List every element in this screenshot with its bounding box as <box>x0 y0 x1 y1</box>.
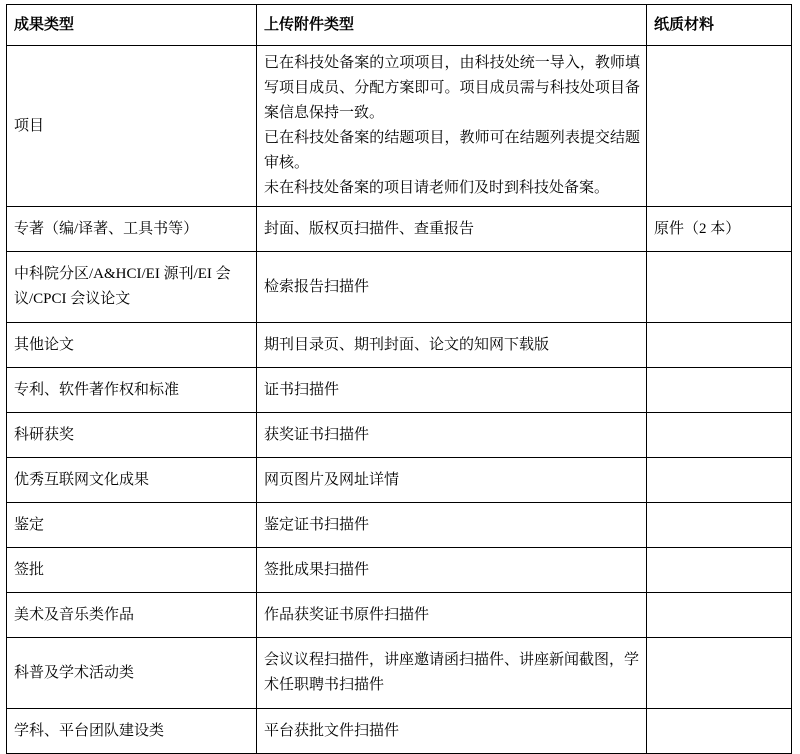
cell-paragraph: 已在科技处备案的立项项目，由科技处统一导入，教师填写项目成员、分配方案即可。项目成员需与科技处项目备案信息保持一致。 <box>264 55 640 121</box>
table-row <box>7 548 792 593</box>
cell-type: 科研获奖 <box>7 413 257 458</box>
cell-paper <box>647 458 792 503</box>
column-header-paper: 纸质材料 <box>647 5 792 46</box>
table-row <box>7 413 792 458</box>
cell-type: 签批 <box>7 548 257 593</box>
cell-paper <box>647 709 792 754</box>
cell-attachment: 检索报告扫描件 <box>257 252 647 323</box>
table-header <box>7 5 792 46</box>
table-row <box>7 458 792 503</box>
table-header-row <box>7 5 792 46</box>
cell-paragraph: 未在科技处备案的项目请老师们及时到科技处备案。 <box>264 180 610 196</box>
cell-type: 中科院分区/A&HCI/EI 源刊/EI 会议/CPCI 会议论文 <box>7 252 257 323</box>
table-row <box>7 593 792 638</box>
cell-paragraph: 已在科技处备案的结题项目，教师可在结题列表提交结题审核。 <box>264 130 640 171</box>
table-row <box>7 252 792 323</box>
cell-attachment: 封面、版权页扫描件、查重报告 <box>257 207 647 252</box>
cell-type: 美术及音乐类作品 <box>7 593 257 638</box>
cell-type: 其他论文 <box>7 323 257 368</box>
cell-type: 学科、平台团队建设类 <box>7 709 257 754</box>
table-row <box>7 46 792 207</box>
cell-paper <box>647 503 792 548</box>
cell-paper <box>647 368 792 413</box>
cell-attachment: 会议议程扫描件，讲座邀请函扫描件、讲座新闻截图，学术任职聘书扫描件 <box>257 638 647 709</box>
cell-type: 项目 <box>7 46 257 207</box>
cell-paper <box>647 638 792 709</box>
cell-paper <box>647 413 792 458</box>
cell-attachment: 获奖证书扫描件 <box>257 413 647 458</box>
column-header-attachment: 上传附件类型 <box>257 5 647 46</box>
table-body <box>7 46 792 754</box>
cell-paper <box>647 323 792 368</box>
cell-attachment: 鉴定证书扫描件 <box>257 503 647 548</box>
cell-paper <box>647 593 792 638</box>
achievement-attachment-table <box>6 4 792 754</box>
cell-type: 优秀互联网文化成果 <box>7 458 257 503</box>
cell-attachment <box>257 46 647 207</box>
cell-paper <box>647 46 792 207</box>
table-row <box>7 207 792 252</box>
cell-attachment: 网页图片及网址详情 <box>257 458 647 503</box>
cell-paper: 原件（2 本） <box>647 207 792 252</box>
table-row <box>7 638 792 709</box>
cell-attachment: 签批成果扫描件 <box>257 548 647 593</box>
cell-type: 专著（编/译著、工具书等） <box>7 207 257 252</box>
cell-paper <box>647 252 792 323</box>
table-row <box>7 323 792 368</box>
cell-type: 鉴定 <box>7 503 257 548</box>
table-row <box>7 368 792 413</box>
table-row <box>7 709 792 754</box>
cell-attachment: 期刊目录页、期刊封面、论文的知网下载版 <box>257 323 647 368</box>
cell-attachment: 平台获批文件扫描件 <box>257 709 647 754</box>
table-row <box>7 503 792 548</box>
cell-type: 专利、软件著作权和标准 <box>7 368 257 413</box>
cell-attachment: 作品获奖证书原件扫描件 <box>257 593 647 638</box>
cell-type: 科普及学术活动类 <box>7 638 257 709</box>
cell-attachment: 证书扫描件 <box>257 368 647 413</box>
cell-paper <box>647 548 792 593</box>
column-header-type: 成果类型 <box>7 5 257 46</box>
